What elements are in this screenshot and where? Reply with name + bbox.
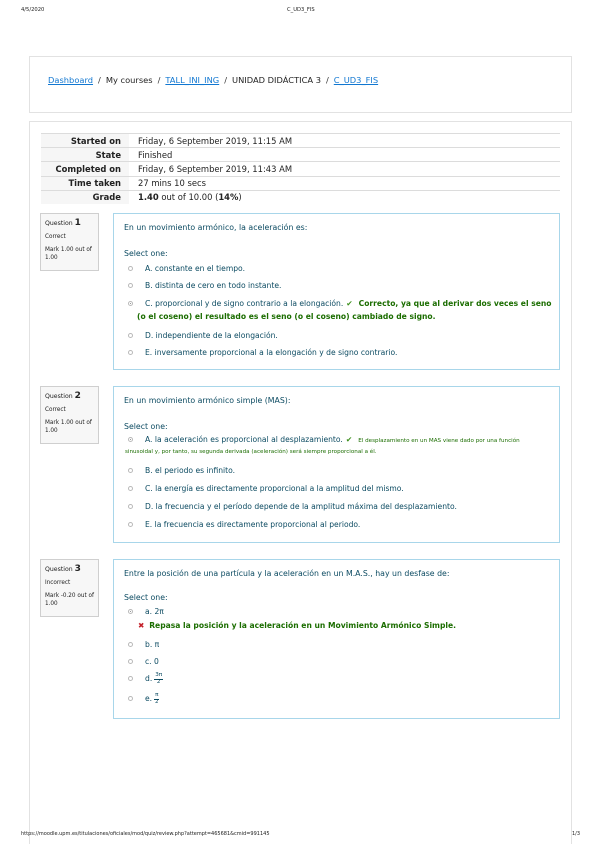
radio-icon[interactable] [128, 437, 133, 442]
radio-icon[interactable] [128, 350, 133, 355]
summary-value [129, 190, 560, 204]
summary-value: Friday, 6 September 2019, 11:15 AM [129, 134, 560, 148]
summary-row-started [41, 134, 560, 148]
fraction: $\frac{\pi}{2}$ [155, 692, 159, 705]
answer-option[interactable]: D. la frecuencia y el período depende de la amplitud máxima del desplazamiento. [128, 502, 457, 511]
question-info [40, 213, 99, 271]
question-text: En un movimiento armónico, la aceleración es: [124, 223, 308, 232]
cross-icon: ✖ [138, 621, 145, 630]
check-icon: ✔ [345, 435, 353, 444]
summary-row-grade [41, 190, 560, 204]
question-mark: Mark 1.00 out of 1.00 [45, 246, 92, 261]
breadcrumb-my-courses: My courses [105, 75, 153, 85]
radio-icon[interactable] [128, 642, 133, 647]
radio-icon[interactable] [128, 522, 133, 527]
answer-feedback-continued: sinusoidal y, por tanto, su segunda derivada (aceleración) será siempre proporcional a él. [125, 449, 377, 455]
answer-feedback-row [138, 621, 456, 630]
summary-value: Finished [129, 148, 560, 162]
check-icon: ✔ [346, 299, 353, 308]
grade-score: 1.40 [138, 192, 159, 203]
grade-percent: 14% [218, 192, 239, 203]
summary-label: Time taken [41, 176, 129, 190]
radio-icon[interactable] [128, 676, 133, 681]
summary-row-completed [41, 162, 560, 176]
question-text: En un movimiento armónico simple (MAS): [124, 396, 291, 405]
question-content [113, 559, 560, 719]
question-mark: Mark -0.20 out of 1.00 [45, 592, 94, 607]
answer-option[interactable]: D. independiente de la elongación. [128, 331, 278, 340]
grade-close: ) [238, 192, 242, 203]
summary-label: Started on [41, 134, 129, 148]
answer-option[interactable]: B. distinta de cero en todo instante. [128, 281, 281, 290]
print-date: 4/5/2020 [21, 7, 45, 13]
select-one-label: Select one: [124, 422, 168, 431]
question-content [113, 386, 560, 543]
question-info [40, 559, 99, 617]
radio-icon[interactable] [128, 283, 133, 288]
question-state: Correct [45, 234, 66, 241]
radio-icon[interactable] [128, 486, 133, 491]
radio-icon[interactable] [128, 468, 133, 473]
question-number: Question 2 [45, 391, 81, 401]
answer-option[interactable]: e. $\frac{\pi}{2}$ [128, 693, 159, 705]
radio-icon[interactable] [128, 266, 133, 271]
grade-rest: out of 10.00 ( [158, 192, 219, 203]
answer-option[interactable]: c. 0 [128, 657, 159, 666]
question-number: Question 1 [45, 218, 81, 228]
answer-option[interactable]: C. la energía es directamente proporcional a la amplitud del mismo. [128, 484, 404, 493]
answer-feedback: Correcto, ya que al derivar dos veces el seno [358, 299, 552, 308]
answer-option[interactable]: E. la frecuencia es directamente proporcional al periodo. [128, 520, 360, 529]
answer-option[interactable]: A. constante en el tiempo. [128, 264, 245, 273]
question-state: Incorrect [45, 580, 71, 587]
summary-label: Completed on [41, 162, 129, 176]
attempt-summary-table [41, 133, 560, 204]
question-state: Correct [45, 407, 66, 414]
answer-feedback: Repasa la posición y la aceleración en un Movimiento Armónico Simple. [149, 621, 457, 630]
breadcrumb [48, 75, 378, 85]
summary-label: State [41, 148, 129, 162]
breadcrumb-separator: / [224, 75, 227, 85]
fraction: $\frac{3\pi}{2}$ [155, 672, 163, 685]
answer-option[interactable]: d. $\frac{3\pi}{2}$ [128, 673, 163, 685]
answer-feedback: El desplazamiento en un MAS viene dado por una función [358, 438, 520, 444]
radio-icon[interactable] [128, 659, 133, 664]
answer-option[interactable]: B. el periodo es infinito. [128, 466, 235, 475]
answer-option-selected[interactable]: C. proporcional y de signo contrario a la elongación. ✔ Correcto, ya que al derivar dos veces el seno [128, 299, 552, 308]
summary-label: Grade [41, 190, 129, 204]
answer-option-selected[interactable]: a. 2π [128, 607, 164, 616]
summary-value: Friday, 6 September 2019, 11:43 AM [129, 162, 560, 176]
breadcrumb-separator: / [98, 75, 101, 85]
answer-option[interactable]: b. π [128, 640, 159, 649]
answer-option-selected[interactable]: A. la aceleración es proporcional al desplazamiento. ✔ El desplazamiento en un MAS viene dado por una función [128, 435, 520, 444]
radio-icon[interactable] [128, 301, 133, 306]
radio-icon[interactable] [128, 504, 133, 509]
select-one-label: Select one: [124, 593, 168, 602]
radio-icon[interactable] [128, 333, 133, 338]
summary-value: 27 mins 10 secs [129, 176, 560, 190]
print-page-number: 1/3 [572, 831, 581, 837]
breadcrumb-quiz[interactable]: C_UD3_FIS [333, 75, 379, 85]
select-one-label: Select one: [124, 249, 168, 258]
answer-feedback-continued: (o el coseno) el resultado es el seno (o el coseno) cambiado de signo. [137, 312, 436, 321]
question-number: Question 3 [45, 564, 81, 574]
radio-icon[interactable] [128, 609, 133, 614]
breadcrumb-separator: / [157, 75, 161, 85]
summary-row-state [41, 148, 560, 162]
radio-icon[interactable] [128, 696, 133, 701]
question-mark: Mark 1.00 out of 1.00 [45, 419, 92, 434]
summary-row-time [41, 176, 560, 190]
breadcrumb-separator: / [325, 75, 329, 85]
question-text: Entre la posición de una partícula y la aceleración en un M.A.S., hay un desfase de: [124, 569, 450, 578]
print-title: C_UD3_FIS [287, 7, 315, 13]
breadcrumb-unit: UNIDAD DIDÁCTICA 3 [232, 75, 321, 85]
question-content [113, 213, 560, 370]
print-url: https://moodle.upm.es/titulaciones/oficiales/mod/quiz/review.php?attempt=465681&cmid=991145 [21, 831, 270, 837]
breadcrumb-course[interactable]: TALL_INI_ING [165, 75, 220, 85]
breadcrumb-dashboard[interactable]: Dashboard [48, 75, 94, 85]
answer-option[interactable]: E. inversamente proporcional a la elongación y de signo contrario. [128, 348, 397, 357]
question-info [40, 386, 99, 444]
